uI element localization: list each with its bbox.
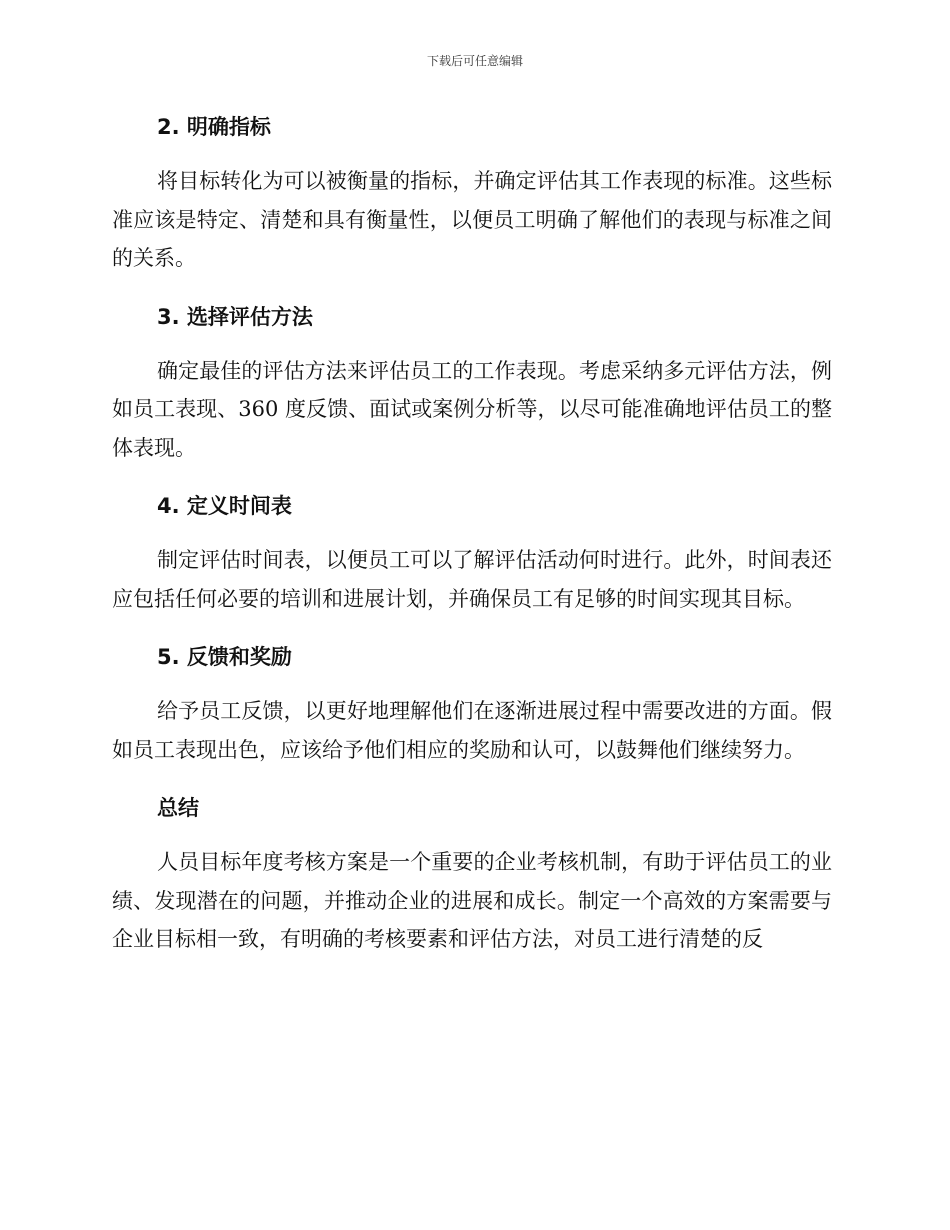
section-paragraph-summary: 人员目标年度考核方案是一个重要的企业考核机制，有助于评估员工的业绩、发现潜在的问题，并推动企业的进展和成长。制定一个高效的方案需要与企业目标相一致，有明确的考核要素和评估方法，对员工进行清楚的反 (112, 850, 832, 951)
section-heading-evaluation-method: 3. 选择评估方法 (157, 304, 313, 329)
section-heading-indicators: 2. 明确指标 (157, 115, 271, 139)
section-heading-timeline: 4. 定义时间表 (157, 494, 292, 518)
page-header: 下载后可任意编辑 (426, 54, 523, 68)
section-paragraph-timeline: 制定评估时间表，以便员工可以了解评估活动何时进行。此外，时间表还应包括任何必要的培训和进展计划，并确保员工有足够的时间实现其目标。 (112, 548, 832, 611)
section-paragraph-indicators: 将目标转化为可以被衡量的指标，并确定评估其工作表现的标准。这些标准应该是特定、清楚和具有衡量性，以便员工明确了解他们的表现与标准之间的关系。 (112, 169, 832, 270)
section-heading-summary: 总结 (157, 796, 199, 820)
section-paragraph-evaluation-method: 确定最佳的评估方法来评估员工的工作表现。考虑采纳多元评估方法，例如员工表现、360 度反馈、面试或案例分析等，以尽可能准确地评估员工的整体表现。 (112, 358, 832, 460)
section-heading-feedback-rewards: 5. 反馈和奖励 (157, 645, 292, 669)
section-paragraph-feedback-rewards: 给予员工反馈，以更好地理解他们在逐渐进展过程中需要改进的方面。假如员工表现出色，应该给予他们相应的奖励和认可，以鼓舞他们继续努力。 (112, 699, 832, 762)
document-body (112, 110, 832, 981)
